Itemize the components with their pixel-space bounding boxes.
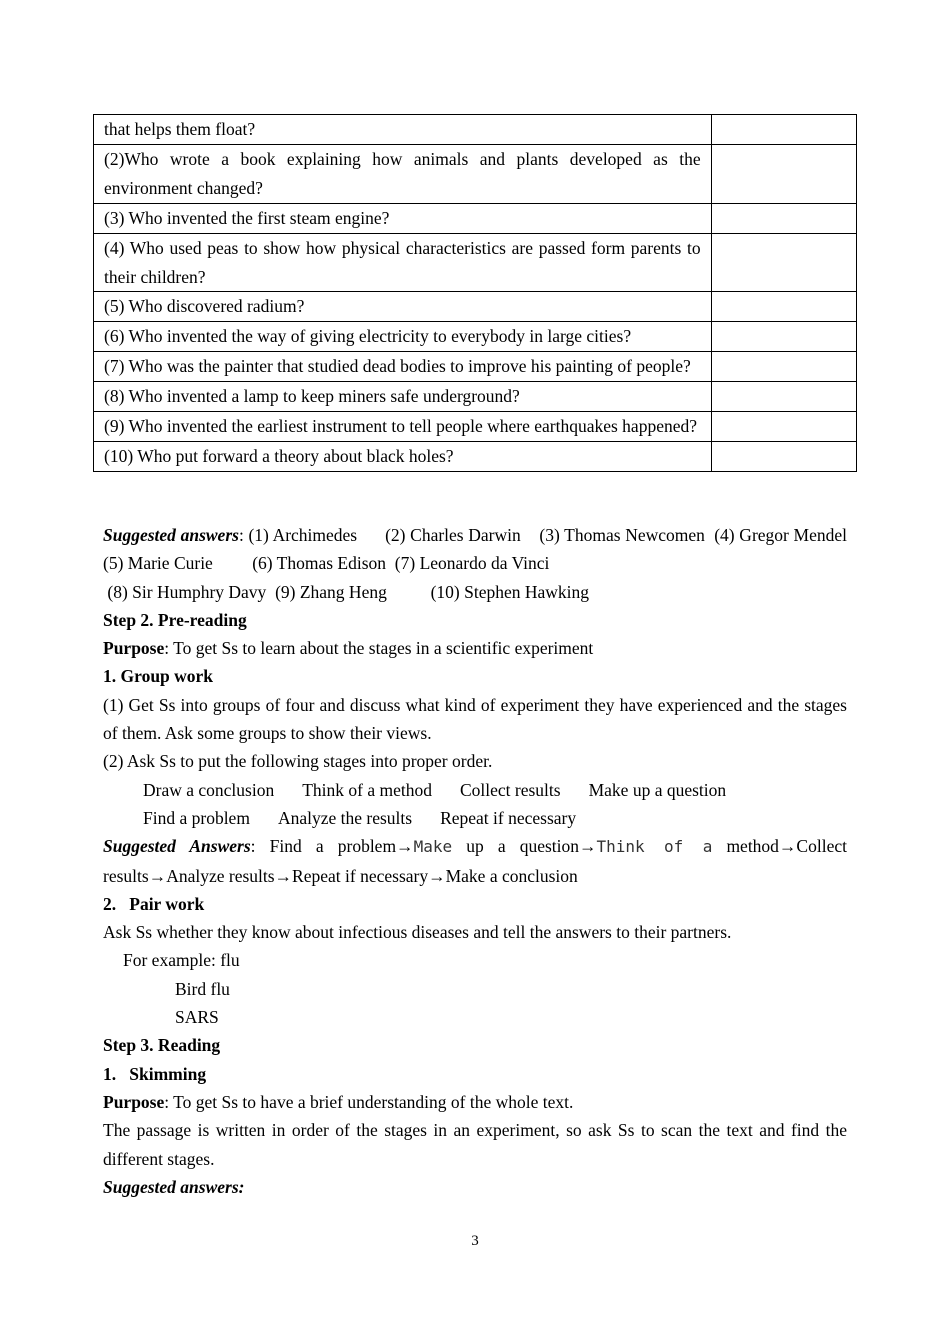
answer-text: Think of a (596, 837, 713, 857)
stage-item: Analyze the results (277, 807, 413, 828)
table-row (94, 292, 857, 322)
table-row (94, 144, 857, 203)
table-row (94, 115, 857, 145)
table-row (94, 412, 857, 442)
pair-work-heading: 2. Pair work (103, 893, 205, 914)
question-cell: (3) Who invented the first steam engine? (94, 203, 712, 233)
step3-heading: Step 3. Reading (103, 1035, 221, 1056)
answer-item: (4) Gregor Mendel (714, 525, 847, 545)
example-item: SARS (175, 1007, 219, 1028)
answer-item: (7) Leonardo da Vinci (394, 553, 550, 574)
answer-cell (711, 412, 856, 442)
stage-item: Collect results (459, 779, 561, 800)
answer-text: up a question→ (452, 836, 597, 857)
answer-cell (711, 233, 856, 292)
step3-answers-label: Suggested answers: (103, 1176, 245, 1197)
skimming-heading: 1. Skimming (103, 1063, 207, 1084)
suggested-answers-line-1: Suggested answers: (1) Archimedes (2) Charles Darwin (3) Thomas Newcomen (4) Gregor Mendel (103, 525, 847, 545)
answer-cell (711, 144, 856, 203)
stages-row-1 (103, 776, 847, 804)
stage-answers-line-1 (103, 832, 847, 861)
question-cell: (4) Who used peas to show how physical characteristics are passed form parents to their children? (94, 233, 712, 292)
group-work-paragraph-2: (2) Ask Ss to put the following stages into proper order. (103, 751, 493, 772)
stage-item: Find a problem (143, 807, 250, 828)
purpose-label: Purpose (103, 638, 165, 659)
purpose-label: Purpose (103, 1091, 165, 1112)
stage-answers-line-2: results→Analyze results→Repeat if necessary→Make a conclusion (103, 865, 578, 886)
table-row (94, 352, 857, 382)
question-cell: (2)Who wrote a book explaining how animals and plants developed as the environment changed? (94, 144, 712, 203)
answer-cell (711, 203, 856, 233)
suggested-answers-label: Suggested answers (103, 525, 239, 545)
answer-text: Make (413, 837, 453, 857)
question-cell: that helps them float? (94, 115, 712, 145)
answer-item: (8) Sir Humphry Davy (107, 581, 267, 602)
question-cell: (6) Who invented the way of giving electricity to everybody in large cities? (94, 322, 712, 352)
example-line: For example: flu (123, 950, 240, 971)
answer-item: (2) Charles Darwin (385, 525, 521, 545)
pair-work-paragraph: Ask Ss whether they know about infectious diseases and tell the answers to their partners. (103, 922, 732, 943)
purpose-text: : To get Ss to learn about the stages in a scientific experiment (164, 638, 594, 659)
document-body (103, 521, 847, 1201)
answer-item: (1) Archimedes (248, 525, 358, 545)
answer-cell (711, 352, 856, 382)
answer-cell (711, 441, 856, 471)
table-row (94, 441, 857, 471)
question-cell: (5) Who discovered radium? (94, 292, 712, 322)
table-row (94, 382, 857, 412)
step3-paragraph: The passage is written in order of the stages in an experiment, so ask Ss to scan the text and find the different stages. (103, 1120, 847, 1169)
question-table (93, 114, 857, 472)
answer-cell (711, 115, 856, 145)
answer-cell (711, 382, 856, 412)
table-row (94, 203, 857, 233)
stage-item: Think of a method (302, 779, 432, 800)
answer-item: (10) Stephen Hawking (430, 581, 590, 602)
answer-item: (3) Thomas Newcomen (539, 525, 705, 545)
stage-item: Draw a conclusion (143, 779, 275, 800)
question-cell: (8) Who invented a lamp to keep miners safe underground? (94, 382, 712, 412)
step3-purpose (103, 1088, 847, 1116)
question-cell: (7) Who was the painter that studied dead bodies to improve his painting of people? (94, 352, 712, 382)
example-item: Bird flu (175, 978, 230, 999)
suggested-answers-line-3 (103, 578, 847, 606)
suggested-answers-line-2 (103, 549, 847, 577)
answer-item: (9) Zhang Heng (275, 581, 387, 602)
answer-text: : Find a problem→ (250, 836, 414, 857)
stage-item: Repeat if necessary (440, 807, 577, 828)
step2-heading: Step 2. Pre-reading (103, 609, 247, 630)
answer-cell (711, 322, 856, 352)
group-work-paragraph-1: (1) Get Ss into groups of four and discuss what kind of experiment they have experienced and the stages of them. Ask some groups to show their views. (103, 694, 847, 744)
answer-item: (6) Thomas Edison (252, 553, 387, 574)
step2-purpose (103, 634, 847, 662)
table-row (94, 322, 857, 352)
answer-text: method→Collect (712, 836, 847, 857)
answer-cell (711, 292, 856, 322)
table-row (94, 233, 857, 292)
stage-item: Make up a question (588, 779, 727, 800)
question-cell: (9) Who invented the earliest instrument to tell people where earthquakes happened? (94, 412, 712, 442)
purpose-text: : To get Ss to have a brief understanding of the whole text. (164, 1091, 574, 1112)
group-work-heading: 1. Group work (103, 666, 214, 687)
suggested-answers-label: Suggested Answers (103, 836, 251, 857)
page-number: 3 (471, 1233, 479, 1249)
answer-item: (5) Marie Curie (103, 553, 213, 574)
question-cell: (10) Who put forward a theory about black holes? (94, 441, 712, 471)
stages-row-2 (103, 804, 847, 832)
